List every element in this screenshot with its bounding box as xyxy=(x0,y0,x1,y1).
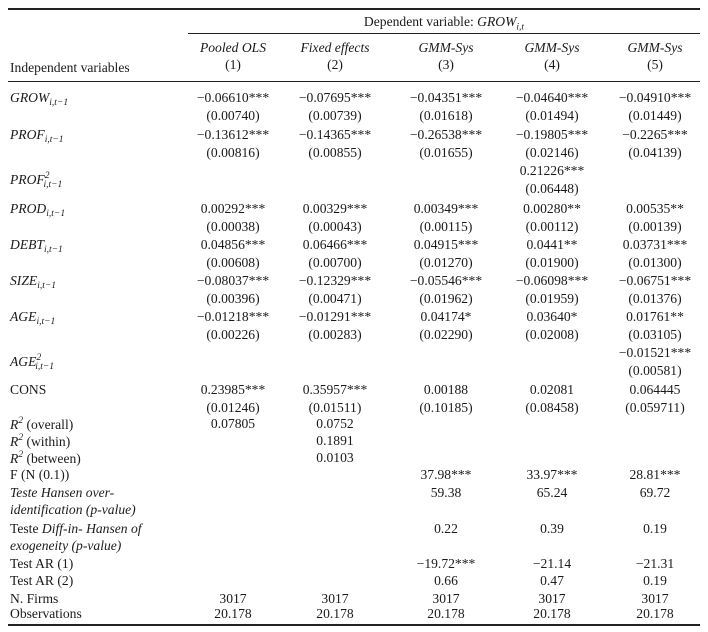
prod-label: $PROD_{i,t-1}$ xyxy=(10,201,66,219)
debt-coef-1: 0.04856*** xyxy=(200,237,266,252)
cons-se-5: (0.059711) xyxy=(625,400,685,415)
f-4: 33.97*** xyxy=(526,467,578,482)
size-se-4: (0.01959) xyxy=(525,291,579,306)
prod-se-row xyxy=(0,219,708,237)
size-se-1: (0.00396) xyxy=(206,291,260,306)
firms-2: 3017 xyxy=(321,591,349,606)
debt-coef-row xyxy=(0,237,708,255)
r2-within-2: 0.1891 xyxy=(316,433,354,448)
diff-hansen-row-2 xyxy=(0,538,708,556)
size-coef-2: −0.12329*** xyxy=(298,273,372,288)
header-rule xyxy=(8,81,700,82)
ar1-5: −21.31 xyxy=(635,556,675,571)
prof-se-1: (0.00816) xyxy=(206,145,260,160)
top-rule xyxy=(8,8,700,10)
model-1-name: Pooled OLS xyxy=(199,40,267,55)
debt-coef-3: 0.04915*** xyxy=(413,237,479,252)
diff-hansen-4: 0.39 xyxy=(540,521,564,536)
size-coef-row xyxy=(0,273,708,291)
age-se-5: (0.03105) xyxy=(628,327,682,342)
age2-se-5: (0.00581) xyxy=(628,363,682,378)
debt-se-row xyxy=(0,255,708,273)
prof-se-3: (0.01655) xyxy=(419,145,473,160)
model-4-name: GMM-Sys xyxy=(524,40,580,55)
r2-within-label: $R^2$ (within) xyxy=(10,433,71,449)
model-2-number: (2) xyxy=(327,57,343,72)
age-coef-1: −0.01218*** xyxy=(196,309,270,324)
r2-overall-row xyxy=(0,416,708,434)
f-3: 37.98*** xyxy=(420,467,472,482)
prof2-coef-4: 0.21226*** xyxy=(519,163,585,178)
debt-se-3: (0.01270) xyxy=(419,255,473,270)
size-coef-1: −0.08037*** xyxy=(196,273,270,288)
prof-coef-2: −0.14365*** xyxy=(298,127,372,142)
grow-coef-3: −0.04351*** xyxy=(409,90,483,105)
debt-coef-4: 0.0441** xyxy=(526,237,578,252)
ar2-label: Test AR (2) xyxy=(10,573,74,588)
hansen-label-line2: identification (p-value) xyxy=(10,502,136,517)
age-se-row xyxy=(0,327,708,345)
age-se-2: (0.00283) xyxy=(308,327,362,342)
grow-coef-5: −0.04910*** xyxy=(618,90,692,105)
obs-label: Observations xyxy=(10,606,82,621)
model-5-name: GMM-Sys xyxy=(627,40,683,55)
prof-se-4: (0.02146) xyxy=(525,145,579,160)
grow-se-1: (0.00740) xyxy=(206,108,260,123)
grow-se-4: (0.01494) xyxy=(525,108,579,123)
prof2-se-4: (0.06448) xyxy=(525,181,579,196)
grow-se-row xyxy=(0,108,708,126)
size-se-3: (0.01962) xyxy=(419,291,473,306)
prod-coef-5: 0.00535** xyxy=(626,201,684,216)
ar1-row xyxy=(0,556,708,574)
prof2-label: $PROF^2_{i,t-1}$ xyxy=(10,171,63,190)
prof-coef-3: −0.26538*** xyxy=(409,127,483,142)
bottom-rule xyxy=(8,624,700,626)
prof-coef-4: −0.19805*** xyxy=(515,127,589,142)
age-se-1: (0.00226) xyxy=(206,327,260,342)
obs-5: 20.178 xyxy=(636,606,674,621)
ar1-4: −21.14 xyxy=(532,556,572,571)
hansen-5: 69.72 xyxy=(639,485,671,500)
grow-se-3: (0.01618) xyxy=(419,108,473,123)
prod-se-5: (0.00139) xyxy=(628,219,682,234)
age2-coef-5: −0.01521*** xyxy=(618,345,692,360)
size-coef-4: −0.06098*** xyxy=(515,273,589,288)
obs-1: 20.178 xyxy=(214,606,252,621)
cons-coef-5: 0.064445 xyxy=(629,382,681,397)
cons-coef-3: 0.00188 xyxy=(423,382,469,397)
age2-se-row xyxy=(0,363,708,381)
prod-coef-1: 0.00292*** xyxy=(200,201,266,216)
hansen-3: 59.38 xyxy=(430,485,462,500)
prod-se-2: (0.00043) xyxy=(308,219,362,234)
hansen-4: 65.24 xyxy=(536,485,568,500)
size-se-2: (0.00471) xyxy=(308,291,362,306)
obs-row xyxy=(0,606,708,624)
firms-4: 3017 xyxy=(538,591,566,606)
size-coef-3: −0.05546*** xyxy=(409,273,483,288)
grow-coef-1: −0.06610*** xyxy=(196,90,270,105)
age-coef-3: 0.04174* xyxy=(420,309,472,324)
debt-se-5: (0.01300) xyxy=(628,255,682,270)
age-label: $AGE_{i,t-1}$ xyxy=(10,309,56,327)
prof2-se-row xyxy=(0,181,708,199)
model-4-number: (4) xyxy=(544,57,560,72)
prof-coef-row xyxy=(0,127,708,145)
ar2-row xyxy=(0,573,708,591)
debt-coef-2: 0.06466*** xyxy=(302,237,368,252)
cons-coef-row xyxy=(0,382,708,400)
model-5-number: (5) xyxy=(647,57,663,72)
debt-se-1: (0.00608) xyxy=(206,255,260,270)
dependent-var: GROW xyxy=(477,14,517,29)
grow-label: $GROW_{i,t-1}$ xyxy=(10,90,69,108)
prof-coef-1: −0.13612*** xyxy=(196,127,270,142)
age-coef-4: 0.03640* xyxy=(526,309,578,324)
grow-coef-2: −0.07695*** xyxy=(298,90,372,105)
hansen-label-line1: Teste Hansen over- xyxy=(10,485,115,500)
grow-coef-row xyxy=(0,90,708,108)
grow-coef-4: −0.04640*** xyxy=(515,90,589,105)
cons-se-4: (0.08458) xyxy=(525,400,579,415)
ar1-label: Test AR (1) xyxy=(10,556,74,571)
r2-overall-2: 0.0752 xyxy=(316,416,354,431)
prod-coef-row xyxy=(0,201,708,219)
age2-label: $AGE^2_{i,t-1}$ xyxy=(10,353,55,372)
debt-se-2: (0.00700) xyxy=(308,255,362,270)
r2-between-row xyxy=(0,450,708,468)
prod-coef-2: 0.00329*** xyxy=(302,201,368,216)
f-label: F (N (0.1)) xyxy=(10,467,70,482)
model-2-name: Fixed effects xyxy=(300,40,370,55)
diff-hansen-label-line2: exogeneity (p-value) xyxy=(10,538,122,553)
ar1-3: −19.72*** xyxy=(416,556,476,571)
prof-se-5: (0.04139) xyxy=(628,145,682,160)
age-coef-2: −0.01291*** xyxy=(298,309,372,324)
firms-1: 3017 xyxy=(219,591,247,606)
r2-between-label: $R^2$ (between) xyxy=(10,450,81,466)
dependent-label: Dependent variable: xyxy=(363,14,478,29)
size-se-5: (0.01376) xyxy=(628,291,682,306)
debt-se-4: (0.01900) xyxy=(525,255,579,270)
ar2-3: 0.66 xyxy=(434,573,458,588)
prof-label: $PROF_{i,t-1}$ xyxy=(10,127,64,145)
hansen-row-2 xyxy=(0,502,708,520)
prod-coef-4: 0.00280** xyxy=(523,201,581,216)
diff-hansen-row xyxy=(0,521,708,539)
prod-coef-3: 0.00349*** xyxy=(413,201,479,216)
prof-se-2: (0.00855) xyxy=(308,145,362,160)
size-label: $SIZE_{i,t-1}$ xyxy=(10,273,57,291)
model-3-name: GMM-Sys xyxy=(418,40,474,55)
f-5: 28.81*** xyxy=(629,467,681,482)
debt-label: $DEBT_{i,t-1}$ xyxy=(10,237,63,255)
obs-4: 20.178 xyxy=(533,606,571,621)
obs-2: 20.178 xyxy=(316,606,354,621)
dependent-sub: i,t xyxy=(516,22,525,33)
cons-se-3: (0.10185) xyxy=(419,400,473,415)
f-row xyxy=(0,467,708,485)
cons-coef-2: 0.35957*** xyxy=(302,382,368,397)
prof-se-row xyxy=(0,145,708,163)
grow-se-5: (0.01449) xyxy=(628,108,682,123)
hansen-row xyxy=(0,485,708,503)
age-coef-5: 0.01761** xyxy=(626,309,684,324)
diff-hansen-3: 0.22 xyxy=(434,521,458,536)
firms-label: N. Firms xyxy=(10,591,59,606)
model-3-number: (3) xyxy=(438,57,454,72)
cons-se-2: (0.01511) xyxy=(308,400,362,415)
dependent-underline xyxy=(188,33,700,34)
r2-overall-1: 0.07805 xyxy=(210,416,256,431)
cons-coef-4: 0.02081 xyxy=(529,382,575,397)
ar2-4: 0.47 xyxy=(540,573,564,588)
diff-hansen-label-line1: Teste Diff-in- Hansen of xyxy=(10,521,142,536)
prof-coef-5: −0.2265*** xyxy=(622,127,688,142)
prod-se-1: (0.00038) xyxy=(206,219,260,234)
age-coef-row xyxy=(0,309,708,327)
cons-label: CONS xyxy=(10,382,47,397)
prod-se-4: (0.00112) xyxy=(525,219,579,234)
independent-variables-header: Independent variables xyxy=(10,60,130,75)
size-se-row xyxy=(0,291,708,309)
cons-se-1: (0.01246) xyxy=(206,400,260,415)
grow-se-2: (0.00739) xyxy=(308,108,362,123)
dependent-variable-header xyxy=(188,14,700,33)
r2-overall-label: $R^2$ (overall) xyxy=(10,416,74,432)
firms-5: 3017 xyxy=(641,591,669,606)
debt-coef-5: 0.03731*** xyxy=(622,237,688,252)
firms-3: 3017 xyxy=(432,591,460,606)
r2-between-2: 0.0103 xyxy=(316,450,354,465)
size-coef-5: −0.06751*** xyxy=(618,273,692,288)
cons-coef-1: 0.23985*** xyxy=(200,382,266,397)
r2-within-row xyxy=(0,433,708,451)
obs-3: 20.178 xyxy=(427,606,465,621)
model-1-number: (1) xyxy=(225,57,241,72)
ar2-5: 0.19 xyxy=(643,573,667,588)
age-se-4: (0.02008) xyxy=(525,327,579,342)
age-se-3: (0.02290) xyxy=(419,327,473,342)
diff-hansen-5: 0.19 xyxy=(643,521,667,536)
prod-se-3: (0.00115) xyxy=(419,219,473,234)
